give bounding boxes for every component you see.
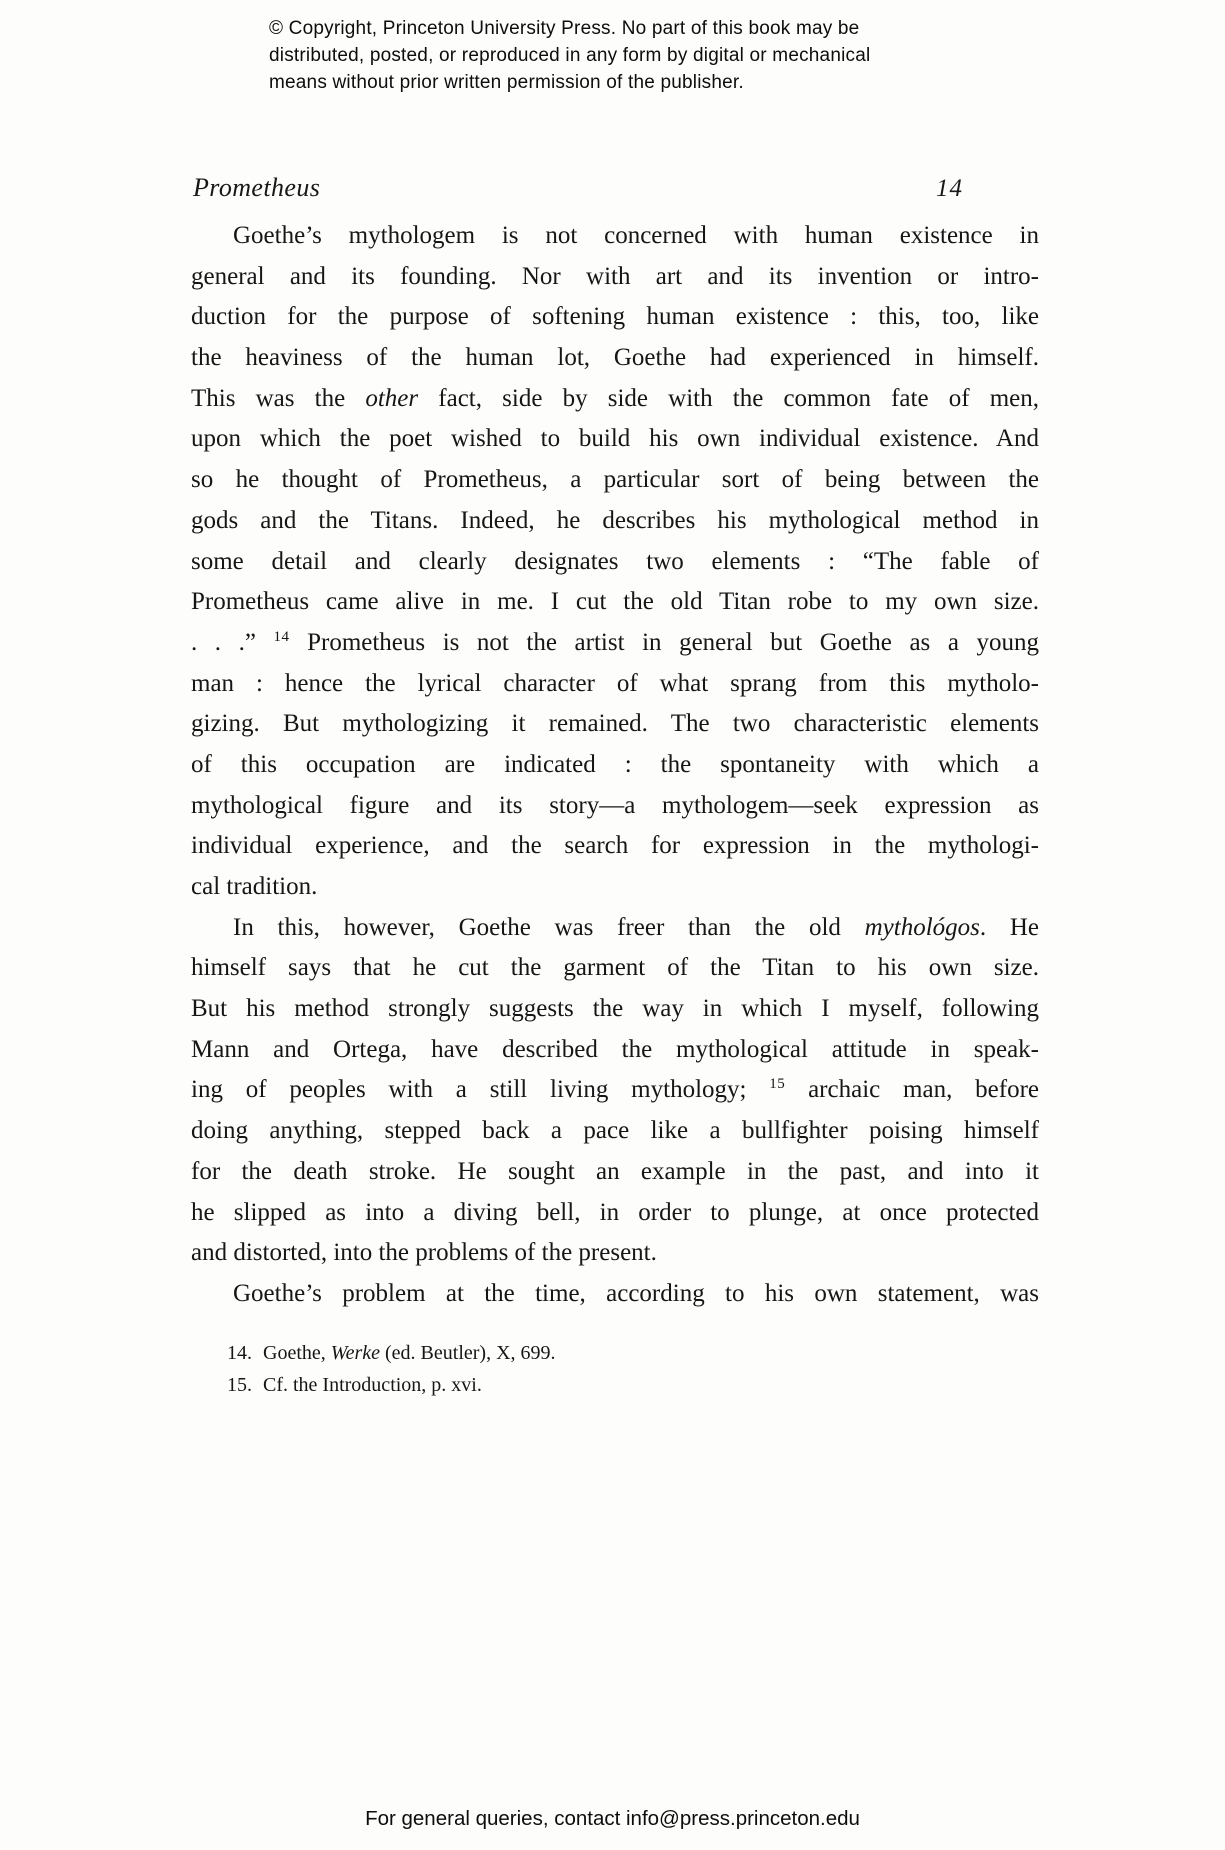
text-line: cal tradition. [191, 873, 318, 900]
text-line: Goethe’s problem at the time, according to his own statement, was [233, 1279, 1039, 1307]
text-line: Mann and Ortega, have described the mythological attitude in speak- [191, 1035, 1039, 1063]
page-footer [0, 1806, 1225, 1832]
footnotes [227, 1337, 556, 1401]
text-line: ing of peoples with a still living mythology; $^{15}$ archaic man, before [191, 1076, 1039, 1104]
running-title: Prometheus [193, 173, 321, 202]
footnote: 15. Cf. the Introduction, p. xvi. [227, 1374, 482, 1396]
text-line: the heaviness of the human lot, Goethe had experienced in himself. [191, 344, 1039, 372]
copyright-line-2: distributed, posted, or reproduced in any form by digital or mechanical [269, 45, 871, 66]
text-line: man : hence the lyrical character of what sprang from this mytholo- [191, 669, 1039, 697]
page-number: 14 [936, 175, 963, 202]
copyright-line-1: © Copyright, Princeton University Press. No part of this book may be [269, 18, 860, 39]
text-line: Goethe’s mythologem is not concerned with human existence in [233, 222, 1039, 249]
text-line: This was the other fact, side by side with the common fate of men, [191, 384, 1039, 412]
text-line: Prometheus came alive in me. I cut the old Titan robe to my own size. [191, 588, 1039, 616]
text-line: In this, however, Goethe was freer than the old mythológos. He [233, 913, 1039, 941]
copyright-notice [269, 15, 870, 96]
text-line: But his method strongly suggests the way in which I myself, following [191, 995, 1039, 1023]
body-text [191, 216, 1039, 1315]
text-line: upon which the poet wished to build his own individual existence. And [191, 425, 1039, 453]
text-line: he slipped as into a diving bell, in order to plunge, at once protected [191, 1198, 1039, 1226]
text-line: so he thought of Prometheus, a particular sort of being between the [191, 466, 1039, 494]
contact-line: For general queries, contact info@press.princeton.edu [365, 1807, 860, 1830]
text-line: for the death stroke. He sought an example in the past, and into it [191, 1157, 1039, 1185]
text-line: of this occupation are indicated : the spontaneity with which a [191, 750, 1039, 778]
text-line: . . .” $^{14}$ Prometheus is not the artist in general but Goethe as a young [191, 628, 1039, 656]
text-line: duction for the purpose of softening human existence : this, too, like [191, 303, 1039, 331]
text-line: gizing. But mythologizing it remained. The two characteristic elements [191, 710, 1039, 738]
text-line: himself says that he cut the garment of the Titan to his own size. [191, 954, 1039, 982]
text-line: individual experience, and the search for expression in the mythologi- [191, 832, 1039, 860]
footnote: 14. Goethe, Werke (ed. Beutler), X, 699. [227, 1342, 556, 1364]
text-line: and distorted, into the problems of the present. [191, 1239, 657, 1267]
text-line: mythological figure and its story—a mythologem—seek expression as [191, 791, 1039, 819]
text-line: gods and the Titans. Indeed, he describes his mythological method in [191, 506, 1039, 534]
text-line: doing anything, stepped back a pace like a bullfighter poising himself [191, 1117, 1039, 1145]
text-line: some detail and clearly designates two elements : “The fable of [191, 547, 1039, 575]
text-line: general and its founding. Nor with art and its invention or intro- [191, 262, 1039, 290]
copyright-line-3: means without prior written permission of the publisher. [269, 72, 744, 93]
